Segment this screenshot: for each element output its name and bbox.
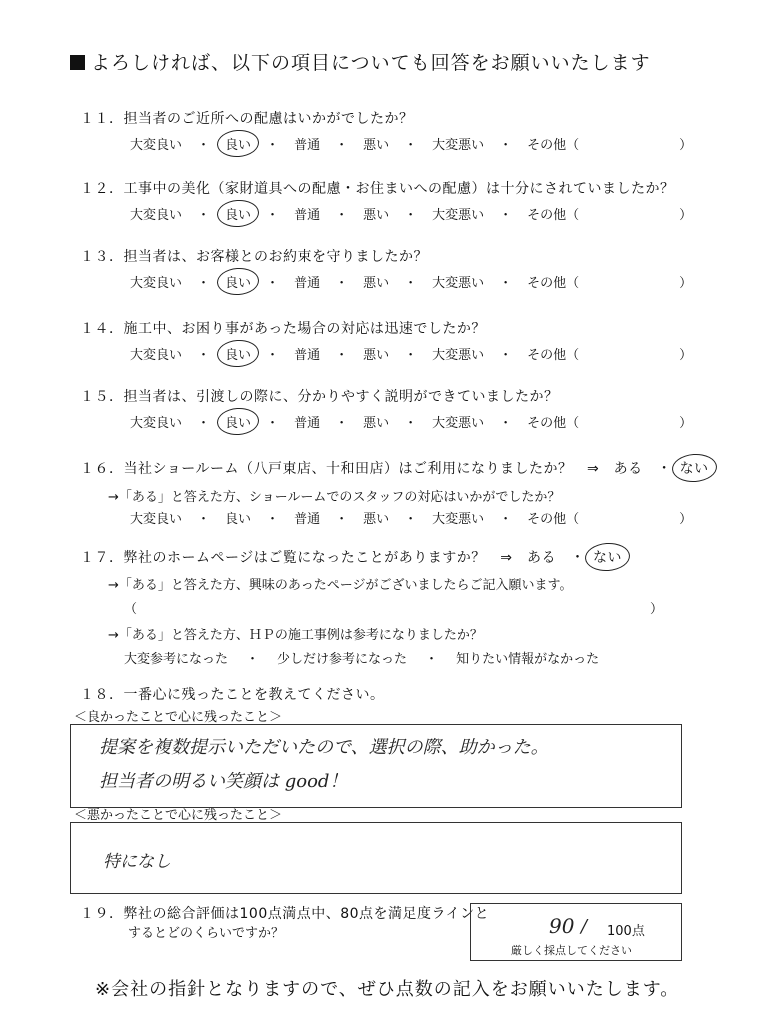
separator: ・ [335,512,349,527]
footer-note: ※会社の指針となりますので、ぜひ点数の記入をお願いいたします。 [95,979,680,1000]
separator: ・ [335,416,349,431]
q13-option-1[interactable]: 良い [223,272,253,291]
q14-option-3[interactable]: 悪い [363,348,390,363]
good-answer-box[interactable] [70,724,682,808]
question-12: １２．工事中の美化（家財道具への配慮・お住まいへの配慮）は十分にされていましたか？ [80,181,675,197]
q14-option-2[interactable]: 普通 [294,348,321,363]
q16-options [128,508,694,527]
q16-answer[interactable]: ない [678,458,711,478]
q17-choice-3[interactable]: 知りたい情報がなかった [456,652,600,667]
q19-line-1: １９．弊社の総合評価は100点満点中、80点を満足度ラインと [80,906,490,922]
separator: ・ [499,276,513,291]
q11-option-5[interactable]: その他（ [527,138,580,153]
separator: ・ [335,138,349,153]
q14-option-0[interactable]: 大変良い [130,348,183,363]
separator: ・ [404,138,418,153]
separator: ・ [335,208,349,223]
q12-option-3[interactable]: 悪い [363,208,390,223]
q15-option-2[interactable]: 普通 [294,416,321,431]
q12-option-2[interactable]: 普通 [294,208,321,223]
q17-followup-2: →「ある」と答えた方、ＨＰの施工事例は参考になりましたか？ [108,628,483,643]
question-14-options [128,344,694,363]
q16-option-1[interactable]: 良い [225,512,252,527]
q14-option-1[interactable]: 良い [223,344,253,363]
q13-option-6[interactable]: ） [679,276,693,291]
q17-text [80,547,624,567]
separator: ・ [404,208,418,223]
question-11: １１．担当者のご近所への配慮はいかがでしたか？ [80,111,414,127]
q11-option-6[interactable]: ） [679,138,693,153]
q17-answer[interactable]: ない [591,547,624,567]
score-slash: / [581,916,588,937]
q15-option-6[interactable]: ） [679,416,693,431]
q15-option-5[interactable]: その他（ [527,416,580,431]
question-12-options [128,204,694,223]
score-max: 100点 [607,924,645,939]
separator: ・ [404,512,418,527]
q16-option-2[interactable]: 普通 [294,512,321,527]
separator: ・ [266,348,280,363]
score-note: 厳しく採点してください [511,944,632,957]
separator: ・ [266,512,280,527]
q14-option-5[interactable]: その他（ [527,348,580,363]
separator: ・ [335,276,349,291]
q17-question: １７．弊社のホームページはご覧になったことがありますか？ ⇒ ある ・ [80,550,585,566]
q17-paren-close: ） [650,602,664,617]
page-title-text: よろしければ、以下の項目についても回答をお願いいたします [91,52,651,74]
q11-option-4[interactable]: 大変悪い [432,138,485,153]
q16-option-0[interactable]: 大変良い [130,512,183,527]
q16-option-3[interactable]: 悪い [363,512,390,527]
separator: ・ [197,416,211,431]
q15-option-3[interactable]: 悪い [363,416,390,431]
q12-option-6[interactable]: ） [679,208,693,223]
q13-option-4[interactable]: 大変悪い [432,276,485,291]
q13-option-5[interactable]: その他（ [527,276,580,291]
separator: ・ [197,138,211,153]
separator: ・ [266,138,280,153]
q19-line-2: するとどのくらいですか？ [128,926,285,941]
score-value: 90 [549,914,575,938]
q17-followup-1: →「ある」と答えた方、興味のあったページがございましたらご記入願います。 [108,578,573,593]
separator: ・ [197,276,211,291]
good-answer-line-2: 担当者の明るい笑顔は good！ [99,771,348,792]
separator: ・ [404,416,418,431]
separator: ・ [499,208,513,223]
bad-answer-line-1: 特になし [103,852,171,872]
q18-text: １８．一番心に残ったことを教えてください。 [80,687,385,703]
question-11-options [128,134,694,153]
separator: ・ [499,348,513,363]
separator: ・ [197,512,211,527]
q12-option-4[interactable]: 大変悪い [432,208,485,223]
square-bullet-icon [70,55,85,70]
q13-option-0[interactable]: 大変良い [130,276,183,291]
separator: ・ [499,138,513,153]
separator: ・ [404,348,418,363]
q17-paren-open: （ [124,602,138,617]
question-13-options [128,272,694,291]
separator: ・ [335,348,349,363]
q15-option-1[interactable]: 良い [223,412,253,431]
q11-option-1[interactable]: 良い [223,134,253,153]
q13-option-3[interactable]: 悪い [363,276,390,291]
separator: ・ [266,416,280,431]
question-15-options [128,412,694,431]
good-label: ＜良かったことで心に残ったこと＞ [74,710,283,725]
separator: ・ [499,416,513,431]
q17-choices: 大変参考になった ・ 少しだけ参考になった ・ 知りたい情報がなかった [122,648,601,667]
q12-option-1[interactable]: 良い [223,204,253,223]
question-15: １５．担当者は、引渡しの際に、分かりやすく説明ができていましたか？ [80,389,559,405]
q16-followup: →「ある」と答えた方、ショールームでのスタッフの対応はいかがでしたか？ [108,490,561,505]
separator: ・ [266,208,280,223]
separator: ・ [197,348,211,363]
q12-option-5[interactable]: その他（ [527,208,580,223]
q16-option-4[interactable]: 大変悪い [432,512,485,527]
question-14: １４．施工中、お困り事があった場合の対応は迅速でしたか？ [80,321,486,337]
score-box[interactable] [470,903,682,961]
separator: ・ [404,276,418,291]
q13-option-2[interactable]: 普通 [294,276,321,291]
q16-question: １６．当社ショールーム（八戸東店、十和田店）はご利用になりましたか？ ⇒ ある ・ [80,461,672,477]
q14-option-6[interactable]: ） [679,348,693,363]
q16-option-5[interactable]: その他（ [527,512,580,527]
q17-choice-1[interactable]: 大変参考になった [124,652,229,667]
q11-option-2[interactable]: 普通 [294,138,321,153]
separator: ・ [499,512,513,527]
separator: ・ [266,276,280,291]
q16-option-6[interactable]: ） [679,512,693,527]
page-title [70,48,651,75]
q12-option-0[interactable]: 大変良い [130,208,183,223]
q11-option-3[interactable]: 悪い [363,138,390,153]
q15-option-0[interactable]: 大変良い [130,416,183,431]
bad-label: ＜悪かったことで心に残ったこと＞ [74,808,283,823]
q15-option-4[interactable]: 大変悪い [432,416,485,431]
question-13: １３．担当者は、お客様とのお約束を守りましたか？ [80,249,428,265]
q11-option-0[interactable]: 大変良い [130,138,183,153]
bad-answer-box[interactable] [70,822,682,894]
separator: ・ [197,208,211,223]
good-answer-line-1: 提案を複数提示いただいたので、選択の際、助かった。 [99,737,549,758]
q17-choice-2[interactable]: 少しだけ参考になった [277,652,408,667]
q14-option-4[interactable]: 大変悪い [432,348,485,363]
q16-text [80,458,711,478]
